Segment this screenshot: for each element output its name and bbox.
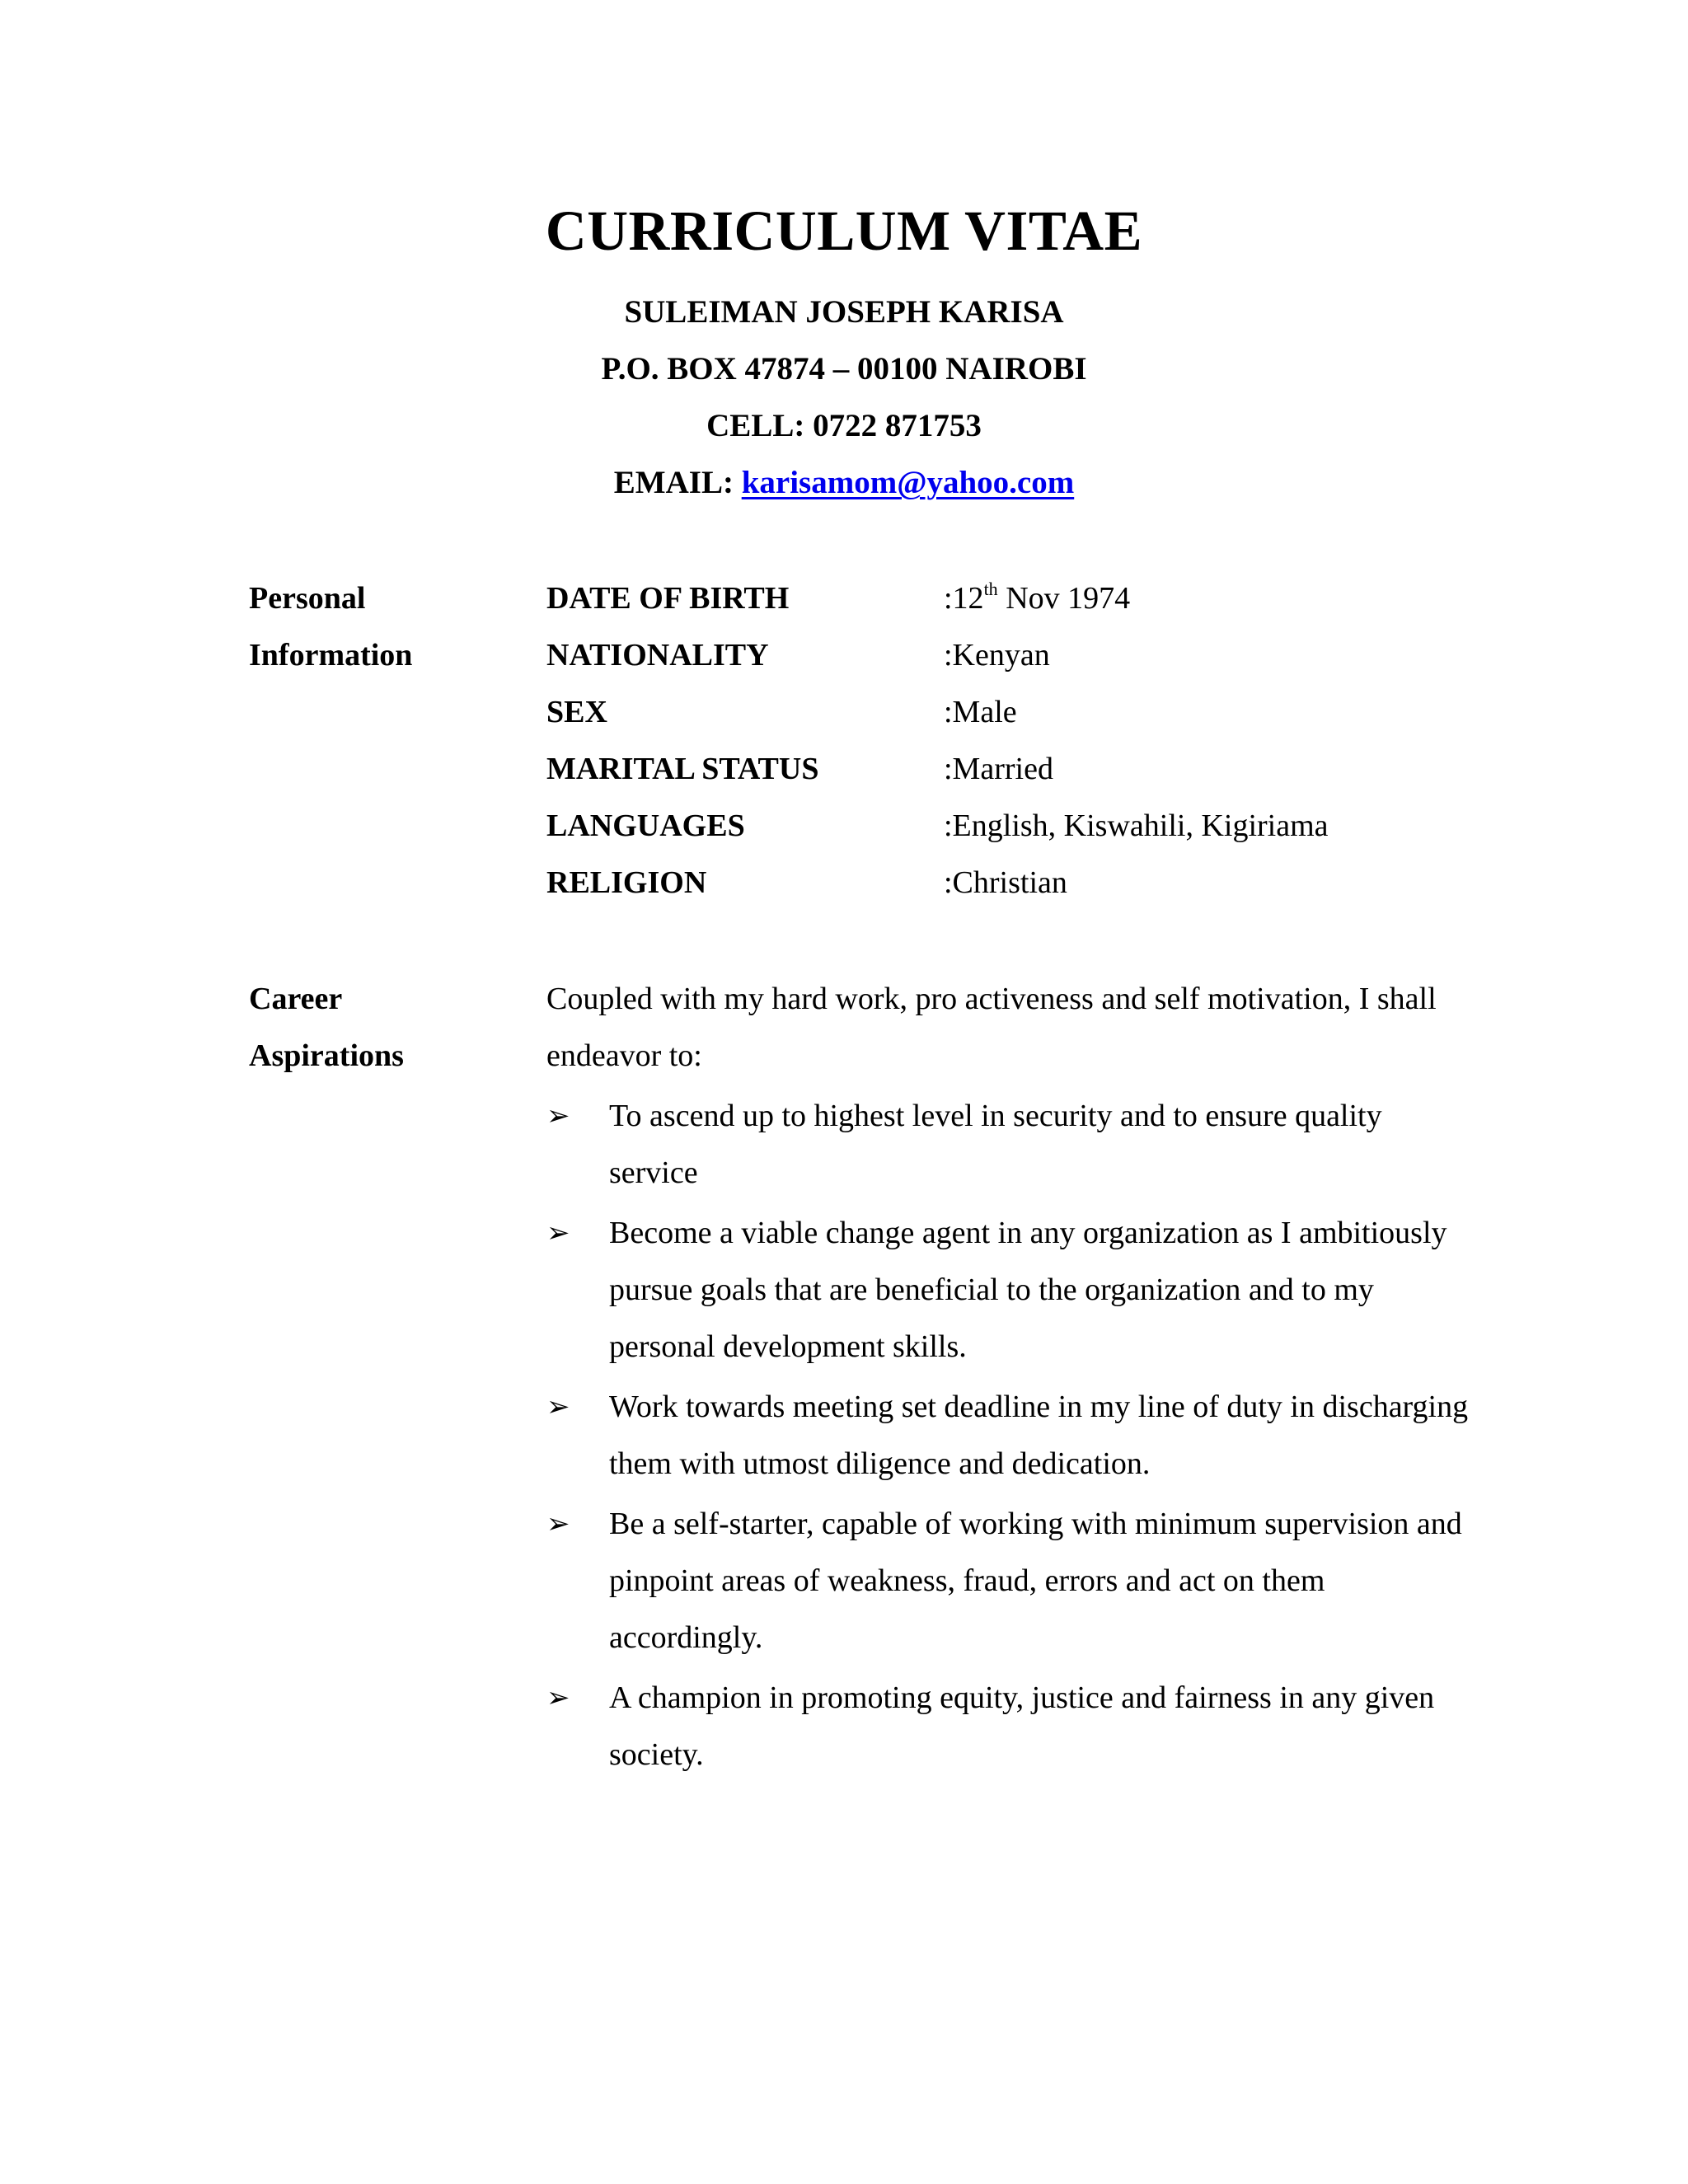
arrowhead-bullet-icon: ➢ [546, 1390, 570, 1423]
pi-key: LANGUAGES [546, 808, 745, 843]
career-aspirations-intro: Coupled with my hard work, pro activeness and self motivation, I shall endeavor to: [546, 982, 1437, 1073]
dob-day: :12 [944, 581, 984, 616]
pi-row-nationality [546, 627, 1329, 684]
arrowhead-bullet-icon: ➢ [546, 1681, 570, 1714]
list-item-text: To ascend up to highest level in security and to ensure quality service [609, 1099, 1382, 1190]
list-item [546, 1205, 1478, 1376]
personal-information-heading [249, 570, 412, 684]
list-item-text: A champion in promoting equity, justice and fairness in any given society. [609, 1680, 1435, 1772]
pi-key: DATE OF BIRTH [546, 581, 790, 616]
arrowhead-bullet-icon: ➢ [546, 1216, 570, 1249]
pi-value: :Male [944, 695, 1017, 729]
pi-value: :Married [944, 752, 1053, 786]
email-line [0, 463, 1688, 503]
arrowhead-bullet-icon: ➢ [546, 1507, 570, 1540]
pi-row-sex [546, 684, 1329, 741]
email-label: EMAIL: [613, 465, 734, 500]
personal-information-heading-line1: Personal [249, 581, 366, 616]
personal-information-heading-line2: Information [249, 638, 413, 673]
personal-information-table [546, 570, 1329, 912]
dob-ordinal-suffix: th [983, 579, 998, 600]
pi-row-marital-status [546, 741, 1329, 798]
cell-number: CELL: 0722 871753 [706, 408, 982, 443]
pi-key: MARITAL STATUS [546, 752, 819, 786]
document-title: CURRICULUM VITAE [545, 199, 1143, 262]
pi-row-languages [546, 798, 1329, 855]
email-link[interactable]: karisamom@yahoo.com [741, 465, 1075, 500]
applicant-name: SULEIMAN JOSEPH KARISA [624, 294, 1064, 330]
career-aspirations-heading-line2: Aspirations [249, 1038, 404, 1073]
list-item [546, 1670, 1478, 1783]
pi-row-date-of-birth [546, 570, 1329, 627]
career-aspirations-heading [249, 971, 404, 1085]
pi-value: :Christian [944, 865, 1067, 900]
list-item-text: Work towards meeting set deadline in my line of duty in discharging them with utmost diligence and dedication. [609, 1390, 1469, 1481]
pi-key: SEX [546, 695, 607, 729]
arrowhead-bullet-icon: ➢ [546, 1099, 570, 1132]
list-item [546, 1088, 1478, 1202]
career-aspirations-content [546, 971, 1469, 1787]
pi-key: NATIONALITY [546, 638, 769, 673]
career-aspirations-list [546, 1088, 1469, 1783]
pi-value: :English, Kiswahili, Kigiriama [944, 808, 1329, 843]
career-aspirations-heading-line1: Career [249, 982, 343, 1016]
list-item [546, 1379, 1478, 1493]
postal-address: P.O. BOX 47874 – 00100 NAIROBI [601, 351, 1087, 387]
list-item-text: Be a self-starter, capable of working with minimum supervision and pinpoint areas of weakness, fraud, errors and act on them accordingly. [609, 1507, 1462, 1655]
pi-key: RELIGION [546, 865, 707, 900]
list-item-text: Become a viable change agent in any organization as I ambitiously pursue goals that are beneficial to the organization and to my personal development skills. [609, 1216, 1447, 1364]
dob-month-year: Nov 1974 [997, 581, 1131, 616]
list-item [546, 1496, 1478, 1666]
pi-value: :Kenyan [944, 638, 1050, 673]
pi-value [944, 570, 1130, 627]
pi-row-religion [546, 855, 1329, 912]
